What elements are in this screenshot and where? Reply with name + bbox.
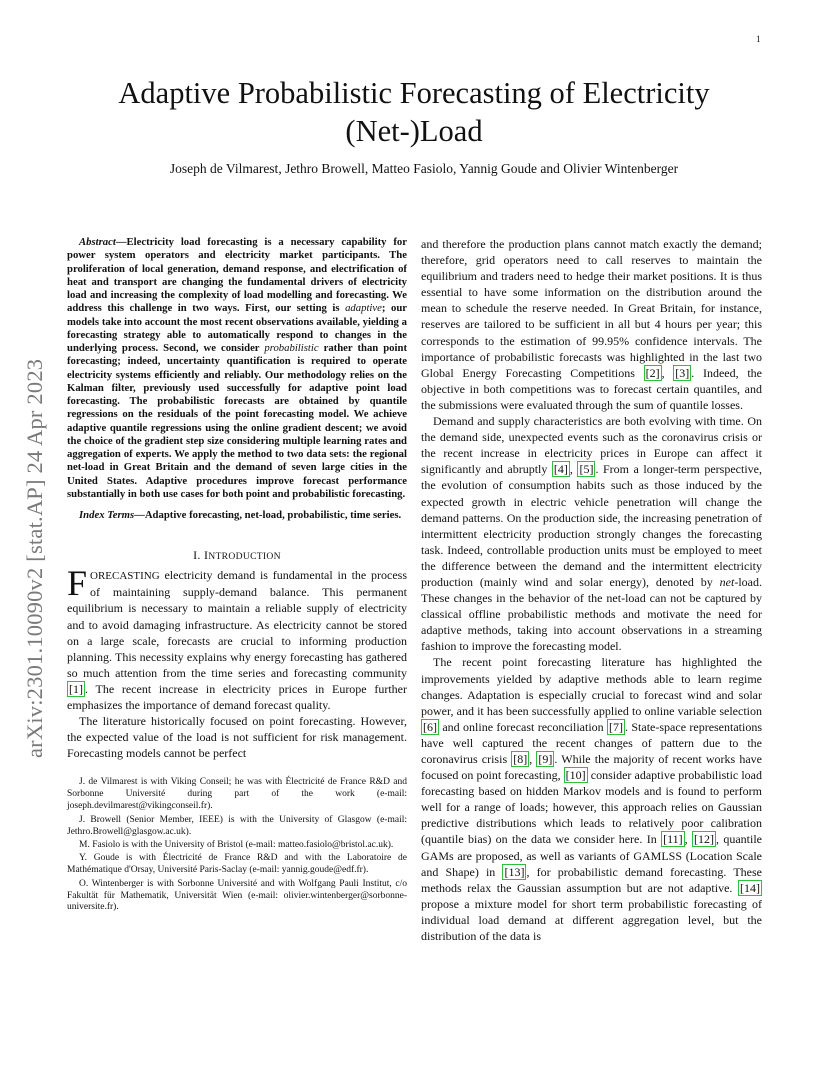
arxiv-identifier: arXiv:2301.10090v2 [stat.AP] 24 Apr 2023 (22, 358, 47, 758)
citation-link[interactable]: [1] (69, 681, 83, 696)
citation-link[interactable]: [10] (565, 768, 586, 783)
citation-link[interactable]: [3] (675, 365, 690, 380)
citation-link[interactable]: [6] (423, 719, 437, 734)
section-heading-introduction: I. INTRODUCTION (193, 548, 281, 563)
body-paragraph: Demand and supply characteristics are both evolving with time. On the demand side, unexpected events such as the coronavirus crisis or the recent increase in electricity prices in Europe can affect it significantly and abruptly [4] , [5] . From a longer-term perspective, the evolution of consumption habits such as those induced by the expected growth in electric vehicle penetration will change the demand patterns. On the production side, the increasing penetration of intermittent electricity production strongly changes the forecasting task. Indeed, controllable production units must be employed to meet the difference between the demand and the intermittent electricity production (mainly wind and solar energy), denoted by net-load. These changes in the behavior of the net-load can not be captured by classical offline probabilistic methods and motivate the need for adaptive methods, taking into account observations in a streaming fashion to improve the forecasting model. (421, 414, 762, 654)
citation-link[interactable]: [5] (579, 462, 594, 477)
body-paragraph: and therefore the production plans cannot match exactly the demand; therefore, grid operators need to call reserves to maintain the equilibrium and traders need to hedge their market positions. It is thus essential to have some information on the distribution around the mean to schedule the reserve needed. In Great Britain, for instance, reserves are tailored to be sufficient in all but 4 hours per year; this corresponds to the estimation of 99.95% confidence intervals. The importance of probabilistic forecasts was highlighted in the last two Global Energy Forecasting Competitions [2] , [3] . Indeed, the objective in both competitions was to forecast certain quantiles, and the submissions were evaluated through the sum of quantile losses. (421, 237, 762, 412)
citation-link[interactable]: [11] (663, 832, 683, 847)
abstract: Abstract—Electricity load forecasting is a necessary capability for power system operators and electricity market participants. The proliferation of local generation, demand response, and electrification of heat and transport are changing the fundamental drivers of electricity load and increasing the complexity of load modelling and forecasting. We address this challenge in two ways. First, our setting is adaptive; our models take into account the most recent observations available, yielding a forecasting strategy able to automatically respond to changes in the underlying process. Second, we consider probabilistic rather than point forecasting; indeed, uncertainty quantification is required to operate electricity systems efficiently and reliably. Our methodology relies on the Kalman filter, previously used successfully for adaptive point load forecasting. The probabilistic forecasts are obtained by quantile regressions on the residuals of the point forecasting model. We achieve adaptive quantile regressions using the online gradient descent; we avoid the choice of the gradient step size considering multiple learning rates and aggregation of experts. We apply the method to two data sets: the regional net-load in Great Britain and the demand of seven large cities in the United States. Adaptive procedures improve forecast performance substantially in both use cases for both point and probabilistic forecasting. (67, 236, 408, 500)
right-column (421, 236, 762, 944)
author-list: Joseph de Vilmarest, Jethro Browell, Matteo Fasiolo, Yannig Goude and Olivier Wintenberger (169, 161, 679, 176)
index-terms-label: Index Terms (79, 509, 135, 521)
citation-link[interactable]: [7] (609, 719, 624, 734)
paper-title (80, 74, 748, 150)
citation-link[interactable]: [2] (645, 365, 660, 380)
footnote-separator (67, 761, 407, 777)
left-column (67, 236, 407, 916)
citation-link[interactable]: [8] (513, 752, 528, 766)
title-line-1: Adaptive Probabilistic Forecasting of Electricity (118, 76, 710, 110)
citation-link[interactable]: [12] (694, 832, 714, 847)
page-number: 1 (756, 34, 761, 44)
intro-paragraph-2: The literature historically focused on point forecasting. However, the expected value of the load is not sufficient for risk management. Forecasting models cannot be perfect (67, 714, 407, 761)
footnotes (67, 777, 407, 914)
body-paragraph: The recent point forecasting literature has highlighted the improvements yielded by adaptive methods able to learn regime changes. Adaptation is especially crucial to forecast wind and solar power, and it has been successfully applied to online variable selection [6] and online forecast reconciliation [7] . State-space representations have well captured the recent changes of pattern due to the coronavirus crisis [8] , [9] . While the majority of recent works have focused on point forecasting, [10] consider adaptive probabilistic load forecasting based on hidden Markov models and is found to perform well for a range of loads; however, this approach relies on Gaussian predictive distributions which leads to relatively poor calibration (quantile bias) on the data we consider here. In [11] , [12] , quantile GAMs are proposed, as well as variants of GAMLSS (Location Scale and Shape) in [13] , for probabilistic demand forecasting. These methods relax the Gaussian assumption but are not adaptive. [14] propose a mixture model for short term probabilistic forecasting of individual load demand at different aggregation level, but the distribution of the data is (421, 655, 763, 944)
footnote: J. de Vilmarest is with Viking Conseil; he was with Électricité de France R&D and Sorbonne Université during part of the work (e-mail: joseph.devilmarest@vikingconseil.fr). (67, 777, 407, 812)
footnote: J. Browell (Senior Member, IEEE) is with the University of Glasgow (e-mail: Jethro.Browell@glasgow.ac.uk). (67, 814, 407, 837)
footnote: M. Fasiolo is with the University of Bristol (e-mail: matteo.fasiolo@bristol.ac.uk). (79, 839, 394, 850)
abstract-label: Abstract (79, 236, 116, 248)
citation-link[interactable]: [14] (740, 880, 760, 895)
citation-link[interactable]: [13] (504, 864, 525, 879)
citation-link[interactable]: [9] (538, 752, 553, 766)
drop-cap: F (67, 563, 88, 604)
citation-link[interactable]: [4] (553, 462, 568, 477)
title-line-2: (Net-)Load (345, 114, 483, 148)
footnote: Y. Goude is with Électricité de France R&D and with the Laboratoire de Mathématique d'Orsay, Université Paris-Saclay (e-mail: yannig.goude@edf.fr). (67, 853, 407, 876)
index-terms: Index Terms—Adaptive forecasting, net-load, probabilistic, time series. (79, 509, 402, 521)
footnote: O. Wintenberger is with Sorbonne Université and with Wolfgang Pauli Institut, c/o Fakultät für Mathematik, Universität Wien (e-mail: olivier.wintenberger@sorbonne-universite.fr). (67, 878, 407, 913)
intro-paragraph-1: FORECASTING electricity demand is fundamental in the process of maintaining supply-demand balance. This permanent equilibrium is necessary to maintain a reliable supply of electricity and to avoid damaging infrastructure. As electricity cannot be stored on a large scale, forecasts are crucial to informing production planning. This necessity explains why energy forecasting has gathered so much attention from the time series and forecasting community [1] . The recent increase in electricity prices in Europe further emphasizes the importance of demand forecast quality. (67, 563, 407, 712)
